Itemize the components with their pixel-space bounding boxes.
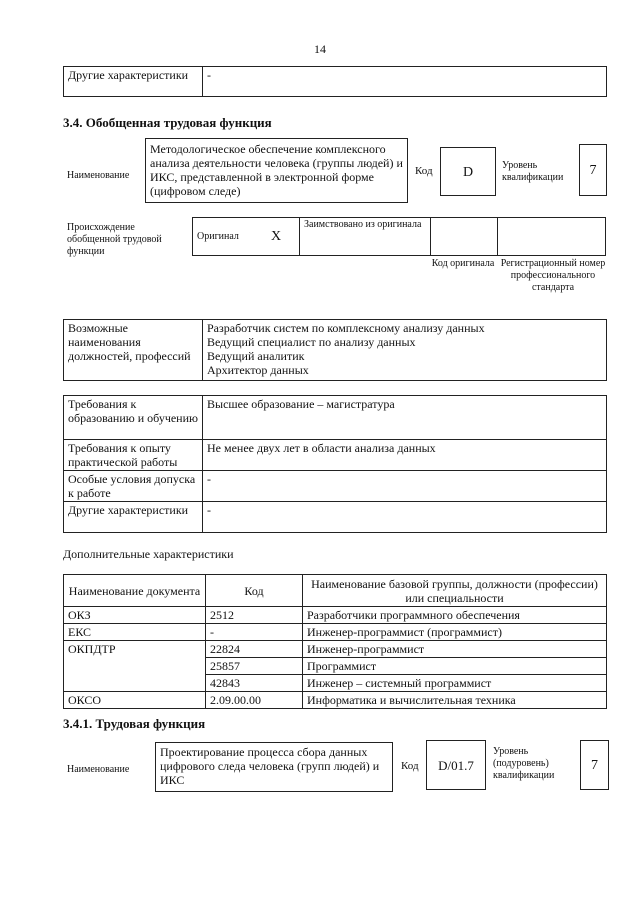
table-row-name: Инженер-программист (программист) — [303, 624, 607, 641]
table-row-code: 42843 — [206, 675, 303, 692]
tf-level-label: Уровень (подуровень) квалификации — [493, 746, 555, 781]
page-number: 14 — [314, 42, 326, 56]
table-row-doc: ОКПДТР — [64, 641, 206, 692]
gtf-reg-number-caption: Регистрационный номер профессионального стандарта — [500, 258, 606, 293]
req-other-label: Другие характеристики — [64, 502, 203, 533]
req-education-value: Высшее образование – магистратура — [203, 396, 607, 440]
gtf-level-label: Уровень квалификации — [502, 160, 564, 183]
req-admission-label: Особые условия допуска к работе — [64, 471, 203, 502]
gtf-original-mark: X — [267, 218, 300, 256]
table-row-name: Инженер – системный программист — [303, 675, 607, 692]
additional-header-code: Код — [206, 575, 303, 607]
other-characteristics-label: Другие характеристики — [64, 67, 203, 97]
requirements-table — [63, 395, 607, 533]
tf-code-label: Код — [401, 760, 419, 772]
additional-title: Дополнительные характеристики — [63, 547, 234, 561]
gtf-code-label: Код — [415, 165, 433, 177]
additional-table — [63, 574, 607, 709]
tf-code-value: D/01.7 — [426, 740, 486, 790]
gtf-level-value: 7 — [579, 144, 607, 196]
position-item: Архитектор данных — [207, 363, 309, 377]
gtf-name-label: Наименование — [67, 170, 130, 181]
gtf-orig-code-cell — [431, 218, 498, 256]
position-item: Разработчик систем по комплексному анализу данных — [207, 321, 485, 335]
gtf-origin-table — [192, 217, 606, 256]
table-row-code: 22824 — [206, 641, 303, 658]
additional-header-name: Наименование базовой группы, должности (профессии) или специальности — [303, 575, 607, 607]
tf-level-value: 7 — [580, 740, 609, 790]
position-item: Ведущий специалист по анализу данных — [207, 335, 416, 349]
other-characteristics-value: - — [203, 67, 607, 97]
table-row-doc: ЕКС — [64, 624, 206, 641]
gtf-name-value: Методологическое обеспечение комплексного анализа деятельности человека (группы людей) и ИКС, представленной в электронной форме (цифровом следе) — [145, 138, 408, 203]
gtf-borrowed-label: Заимствовано из оригинала — [300, 218, 431, 256]
gtf-code-value: D — [440, 147, 496, 196]
table-row-name: Разработчики программного обеспечения — [303, 607, 607, 624]
tf-name-label: Наименование — [67, 764, 130, 775]
gtf-original-label: Оригинал — [193, 218, 268, 256]
table-row-code: 25857 — [206, 658, 303, 675]
gtf-reg-number-cell — [498, 218, 606, 256]
table-row-name: Программист — [303, 658, 607, 675]
positions-table — [63, 319, 607, 381]
other-characteristics-table — [63, 66, 607, 97]
table-row-doc: ОКЗ — [64, 607, 206, 624]
section-34-title: 3.4. Обобщенная трудовая функция — [63, 115, 272, 130]
additional-header-doc: Наименование документа — [64, 575, 206, 607]
section-341-title: 3.4.1. Трудовая функция — [63, 716, 206, 731]
table-row-name: Инженер-программист — [303, 641, 607, 658]
tf-name-value: Проектирование процесса сбора данных цифрового следа человека (групп людей) и ИКС — [155, 742, 393, 792]
gtf-orig-code-caption: Код оригинала — [431, 258, 495, 269]
req-education-label: Требования к образованию и обучению — [64, 396, 203, 440]
position-item: Ведущий аналитик — [207, 349, 305, 363]
table-row-code: 2.09.00.00 — [206, 692, 303, 709]
req-other-value: - — [203, 502, 607, 533]
gtf-origin-label: Происхождение обобщенной трудовой функции — [67, 222, 162, 257]
positions-list — [203, 320, 607, 381]
req-experience-label: Требования к опыту практической работы — [64, 440, 203, 471]
req-admission-value: - — [203, 471, 607, 502]
positions-label: Возможные наименования должностей, профессий — [64, 320, 203, 381]
table-row-code: - — [206, 624, 303, 641]
table-row-code: 2512 — [206, 607, 303, 624]
table-row-doc: ОКСО — [64, 692, 206, 709]
req-experience-value: Не менее двух лет в области анализа данных — [203, 440, 607, 471]
table-row-name: Информатика и вычислительная техника — [303, 692, 607, 709]
